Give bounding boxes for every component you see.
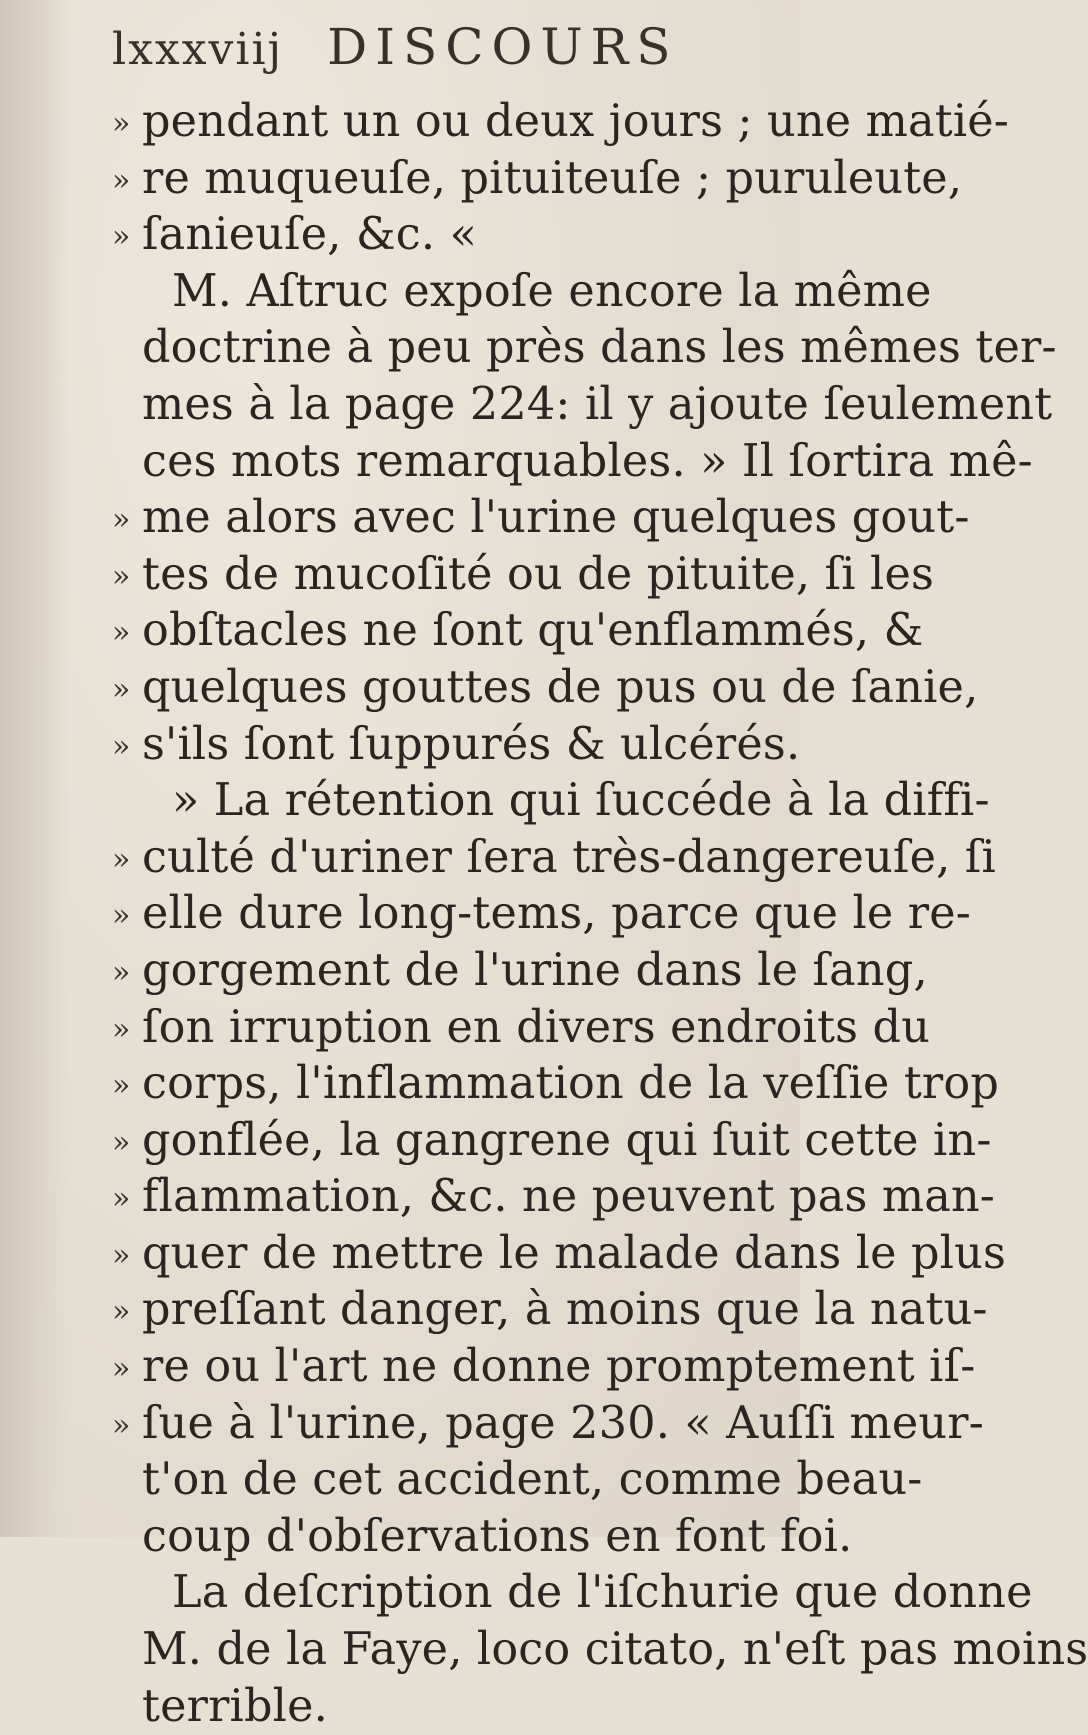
text-line <box>112 1679 748 1735</box>
page-gutter-shadow <box>0 0 70 1537</box>
quote-mark: » <box>112 671 131 707</box>
text-line <box>112 1056 1000 1113</box>
line-text: preſſant danger, à moins que la natu- <box>142 1284 988 1336</box>
quote-mark: » <box>112 898 131 934</box>
line-text: tes de mucoſité ou de pituite, ſi les <box>142 548 935 600</box>
text-line <box>112 1282 988 1339</box>
text-line <box>112 207 748 264</box>
line-text: » La rétention qui ſuccéde à la diffi- <box>172 775 990 827</box>
text-line <box>112 943 928 1000</box>
body-text <box>112 94 1088 1735</box>
line-text: quer de mettre le malade dans le plus <box>142 1227 1007 1279</box>
running-head: DISCOURS <box>327 18 679 76</box>
text-line <box>112 1509 853 1566</box>
quote-mark: » <box>112 1407 131 1443</box>
quote-mark: » <box>112 1068 131 1104</box>
line-text: quelques gouttes de pus ou de ſanie, <box>142 661 979 713</box>
line-text: ces mots remarquables. » Il ſortira mê- <box>142 435 1033 487</box>
text-line <box>112 264 932 321</box>
quote-mark: » <box>112 1181 131 1217</box>
line-text: re ou l'art ne donne promptement iſ- <box>142 1341 976 1393</box>
text-line <box>112 886 971 943</box>
line-text: re muqueuſe, pituiteuſe ; puruleute, <box>142 152 963 204</box>
line-text: ſue à l'urine, page 230. « Auſſi meur- <box>142 1397 984 1449</box>
line-text: s'ils ſont ſuppurés & ulcérés. <box>142 718 801 770</box>
quote-mark: » <box>112 1351 131 1387</box>
quote-mark: » <box>112 162 131 198</box>
text-line <box>112 1396 984 1453</box>
text-line <box>112 1622 1088 1679</box>
line-text: mes à la page 224: il y ajoute ſeulement <box>142 378 1053 430</box>
text-line <box>112 434 1033 491</box>
text-line <box>112 94 1010 151</box>
page-header <box>112 18 748 88</box>
line-text: coup d'obſervations en font foi. <box>142 1510 853 1562</box>
quote-mark: » <box>112 841 131 877</box>
line-text: gonflée, la gangrene qui ſuit cette in- <box>142 1114 992 1166</box>
line-text: ſanieuſe, &c. « <box>142 209 478 261</box>
text-line <box>112 1339 976 1396</box>
line-text: doctrine à peu près dans les mêmes ter- <box>142 322 1057 374</box>
text-line <box>112 1169 996 1226</box>
text-line <box>112 830 996 887</box>
text-line <box>112 151 963 208</box>
line-text: terrible. <box>142 1680 328 1732</box>
text-line <box>112 773 990 830</box>
line-text: me alors avec l'urine quelques gout- <box>142 492 970 544</box>
line-text: flammation, &c. ne peuvent pas man- <box>142 1171 996 1223</box>
line-text: ſon irruption en divers endroits du <box>142 1001 931 1053</box>
text-line <box>112 603 924 660</box>
line-text: obſtacles ne ſont qu'enflammés, & <box>142 605 924 657</box>
text-line <box>112 377 1053 434</box>
text-line <box>112 1113 992 1170</box>
text-line <box>112 490 970 547</box>
quote-mark: » <box>112 954 131 990</box>
line-text: corps, l'inflammation de la veſſie trop <box>142 1058 1000 1110</box>
text-line <box>112 1452 923 1509</box>
text-line <box>112 1565 1033 1622</box>
quote-mark: » <box>112 1124 131 1160</box>
quote-mark: » <box>112 1237 131 1273</box>
line-text: pendant un ou deux jours ; une matié- <box>142 96 1010 147</box>
text-line <box>112 660 979 717</box>
text-line <box>112 717 801 774</box>
quote-mark: » <box>112 615 131 651</box>
text-line <box>112 547 935 604</box>
quote-mark: » <box>112 502 131 538</box>
quote-mark: » <box>112 106 131 141</box>
quote-mark: » <box>112 558 131 594</box>
line-text: La deſcription de l'iſchurie que donne <box>172 1567 1033 1619</box>
line-text: gorgement de l'urine dans le ſang, <box>142 944 928 996</box>
line-text: culté d'uriner ſera très-dangereuſe, ſi <box>142 831 996 883</box>
line-text: t'on de cet accident, comme beau- <box>142 1454 923 1506</box>
line-text: M. de la Faye, loco citato, n'eſt pas moins <box>142 1624 1088 1676</box>
quote-mark: » <box>112 1011 131 1047</box>
line-text: elle dure long-tems, parce que le re- <box>142 888 971 940</box>
text-line <box>112 1000 931 1057</box>
text-line <box>112 320 1057 377</box>
line-text: M. Aſtruc expoſe encore la même <box>172 265 932 317</box>
quote-mark: » <box>112 1294 131 1330</box>
page-number: lxxxviij <box>112 24 284 75</box>
quote-mark: » <box>112 219 131 255</box>
quote-mark: » <box>112 728 131 764</box>
text-line <box>112 1226 1007 1283</box>
